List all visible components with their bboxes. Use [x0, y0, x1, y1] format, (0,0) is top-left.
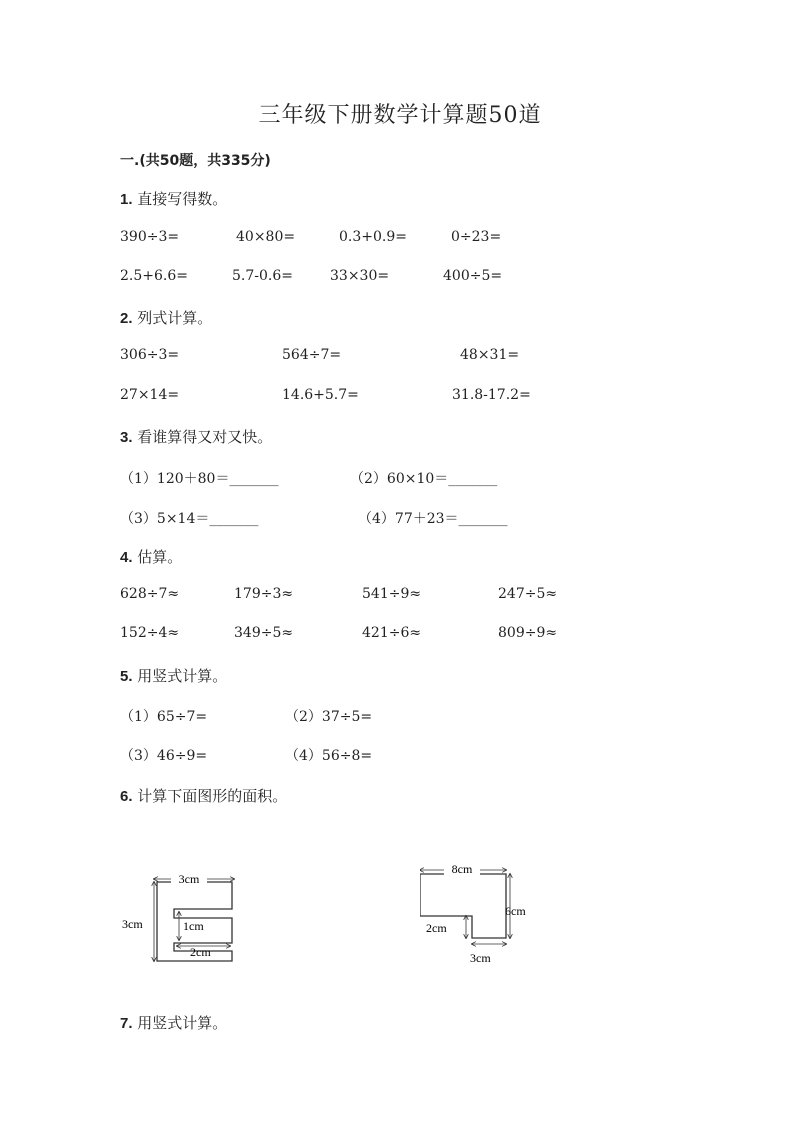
question-text: 估算。: [137, 548, 183, 566]
question-text: 用竖式计算。: [137, 1014, 228, 1032]
question-text: 用竖式计算。: [137, 667, 228, 685]
question-number: 6.: [120, 788, 133, 805]
question-2: [120, 307, 212, 328]
question-7: [120, 1012, 227, 1033]
expression: 421÷6≈: [362, 625, 422, 641]
question-1: [120, 188, 227, 209]
page-title: 三年级下册数学计算题50道: [258, 103, 542, 128]
question-5: [120, 665, 227, 686]
question-text: 列式计算。: [137, 309, 213, 327]
dimension-label: 2cm: [426, 921, 447, 935]
expression: 2.5+6.6=: [120, 268, 188, 284]
dimension-label: 3cm: [122, 917, 143, 931]
expression: （1）65÷7=: [120, 709, 208, 725]
expression: 564÷7=: [282, 347, 342, 363]
question-text: 计算下面图形的面积。: [137, 787, 288, 805]
question-6: [120, 785, 287, 806]
dimension-label: 1cm: [183, 919, 204, 933]
question-number: 4.: [120, 549, 133, 566]
question-number: 7.: [120, 1015, 133, 1032]
expression: 48×31=: [460, 347, 520, 363]
question-text: 直接写得数。: [137, 190, 228, 208]
expression: （3）46÷9=: [120, 748, 208, 764]
expression: 349÷5≈: [234, 625, 294, 641]
expression: 33×30=: [330, 268, 390, 284]
figure-notched-rect: [420, 858, 560, 970]
question-text: 看谁算得又对又快。: [137, 428, 273, 446]
fill-blank-item: （4）77＋23＝_______: [358, 511, 508, 527]
dimension-label: 2cm: [190, 945, 211, 959]
expression: （2）37÷5=: [285, 709, 373, 725]
expression: 5.7-0.6=: [232, 268, 293, 284]
expression: 809÷9≈: [498, 625, 558, 641]
expression: 27×14=: [120, 387, 180, 403]
expression: 40×80=: [236, 229, 296, 245]
expression: 306÷3=: [120, 347, 180, 363]
expression: 0.3+0.9=: [339, 229, 407, 245]
expression: 0÷23=: [451, 229, 502, 245]
question-3: [120, 426, 272, 447]
expression: 628÷7≈: [120, 586, 180, 602]
fill-blank-item: （2）60×10＝_______: [350, 471, 498, 487]
section-heading: 一.(共50题，共335分): [120, 153, 271, 169]
dimension-label: 3cm: [178, 872, 200, 886]
dimension-label: 3cm: [470, 951, 491, 965]
expression: 400÷5=: [443, 268, 503, 284]
expression: 152÷4≈: [120, 625, 180, 641]
expression: 247÷5≈: [498, 586, 558, 602]
expression: 31.8-17.2=: [452, 387, 531, 403]
expression: 541÷9≈: [362, 586, 422, 602]
expression: 14.6+5.7=: [282, 387, 359, 403]
fill-blank-item: （3）5×14＝_______: [120, 511, 259, 527]
expression: 390÷3=: [120, 229, 180, 245]
question-4: [120, 546, 182, 567]
expression: 179÷3≈: [234, 586, 294, 602]
expression: （4）56÷8=: [285, 748, 373, 764]
question-number: 5.: [120, 668, 133, 685]
figure-e-shape: [120, 866, 240, 966]
fill-blank-item: （1）120＋80＝_______: [120, 471, 279, 487]
dimension-label: 6cm: [505, 904, 526, 918]
question-number: 1.: [120, 191, 133, 208]
dimension-label: 8cm: [451, 862, 473, 876]
question-number: 3.: [120, 429, 133, 446]
question-number: 2.: [120, 310, 133, 327]
